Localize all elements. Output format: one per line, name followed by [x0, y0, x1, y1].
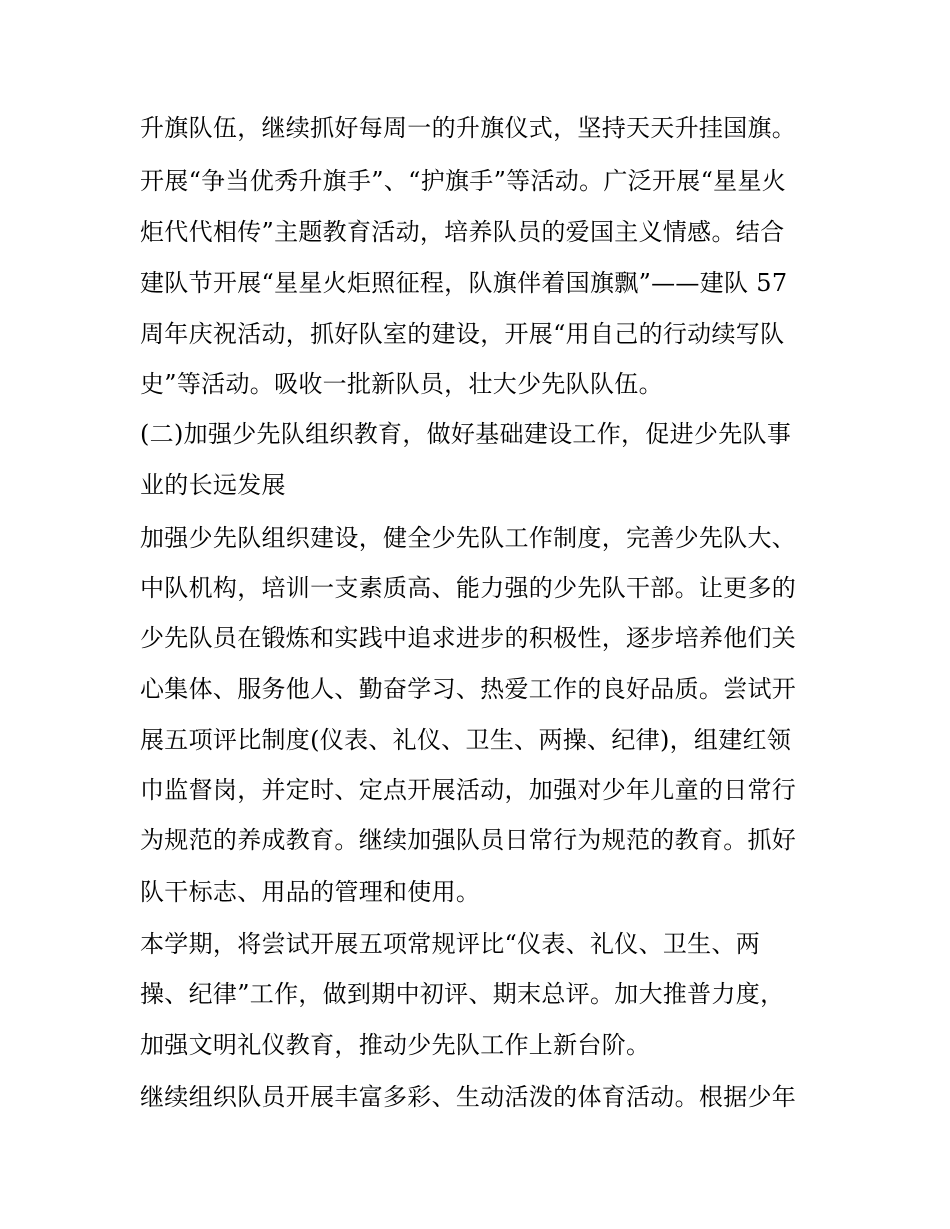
- text-line: 史”等活动。吸收一批新队员，壮大少先队队伍。: [140, 370, 663, 398]
- text-line: 加强文明礼仪教育，推动少先队工作上新台阶。: [140, 1031, 651, 1059]
- text-line: 展五项评比制度(仪表、礼仪、卫生、两操、纪律)，组建红领: [140, 726, 792, 754]
- text-line: 周年庆祝活动，抓好队室的建设，开展“用自己的行动续写队: [140, 320, 785, 348]
- text-line: 队干标志、用品的管理和使用。: [140, 878, 481, 906]
- text-line: 开展“争当优秀升旗手”、“护旗手”等活动。广泛开展“星星火: [140, 167, 787, 195]
- text-line: 为规范的养成教育。继续加强队员日常行为规范的教育。抓好: [140, 826, 797, 854]
- text-line: 巾监督岗，并定时、定点开展活动，加强对少年儿童的日常行: [140, 776, 797, 804]
- text-line: 继续组织队员开展丰富多彩、生动活泼的体育活动。根据少年: [140, 1083, 797, 1111]
- text-line: 少先队员在锻炼和实践中追求进步的积极性，逐步培养他们关: [140, 624, 797, 652]
- text-line: 心集体、服务他人、勤奋学习、热爱工作的良好品质。尝试开: [140, 675, 797, 703]
- heading-line: (二)加强少先队组织教育，做好基础建设工作，促进少先队事: [140, 420, 792, 448]
- text-line: 中队机构，培训一支素质高、能力强的少先队干部。让更多的: [140, 574, 797, 602]
- text-line: 升旗队伍，继续抓好每周一的升旗仪式，坚持天天升挂国旗。: [140, 114, 797, 142]
- text-line: 操、纪律”工作，做到期中初评、期末总评。加大推普力度，: [140, 980, 785, 1008]
- text-line: 建队节开展“星星火炬照征程，队旗伴着国旗飘”——建队 57: [140, 269, 788, 297]
- text-line: 本学期，将尝试开展五项常规评比“仪表、礼仪、卫生、两: [140, 930, 761, 958]
- text-line: 炬代代相传”主题教育活动，培养队员的爱国主义情感。结合: [140, 218, 785, 246]
- text-line: 加强少先队组织建设，健全少先队工作制度，完善少先队大、: [140, 524, 797, 552]
- heading-line: 业的长远发展: [140, 471, 286, 499]
